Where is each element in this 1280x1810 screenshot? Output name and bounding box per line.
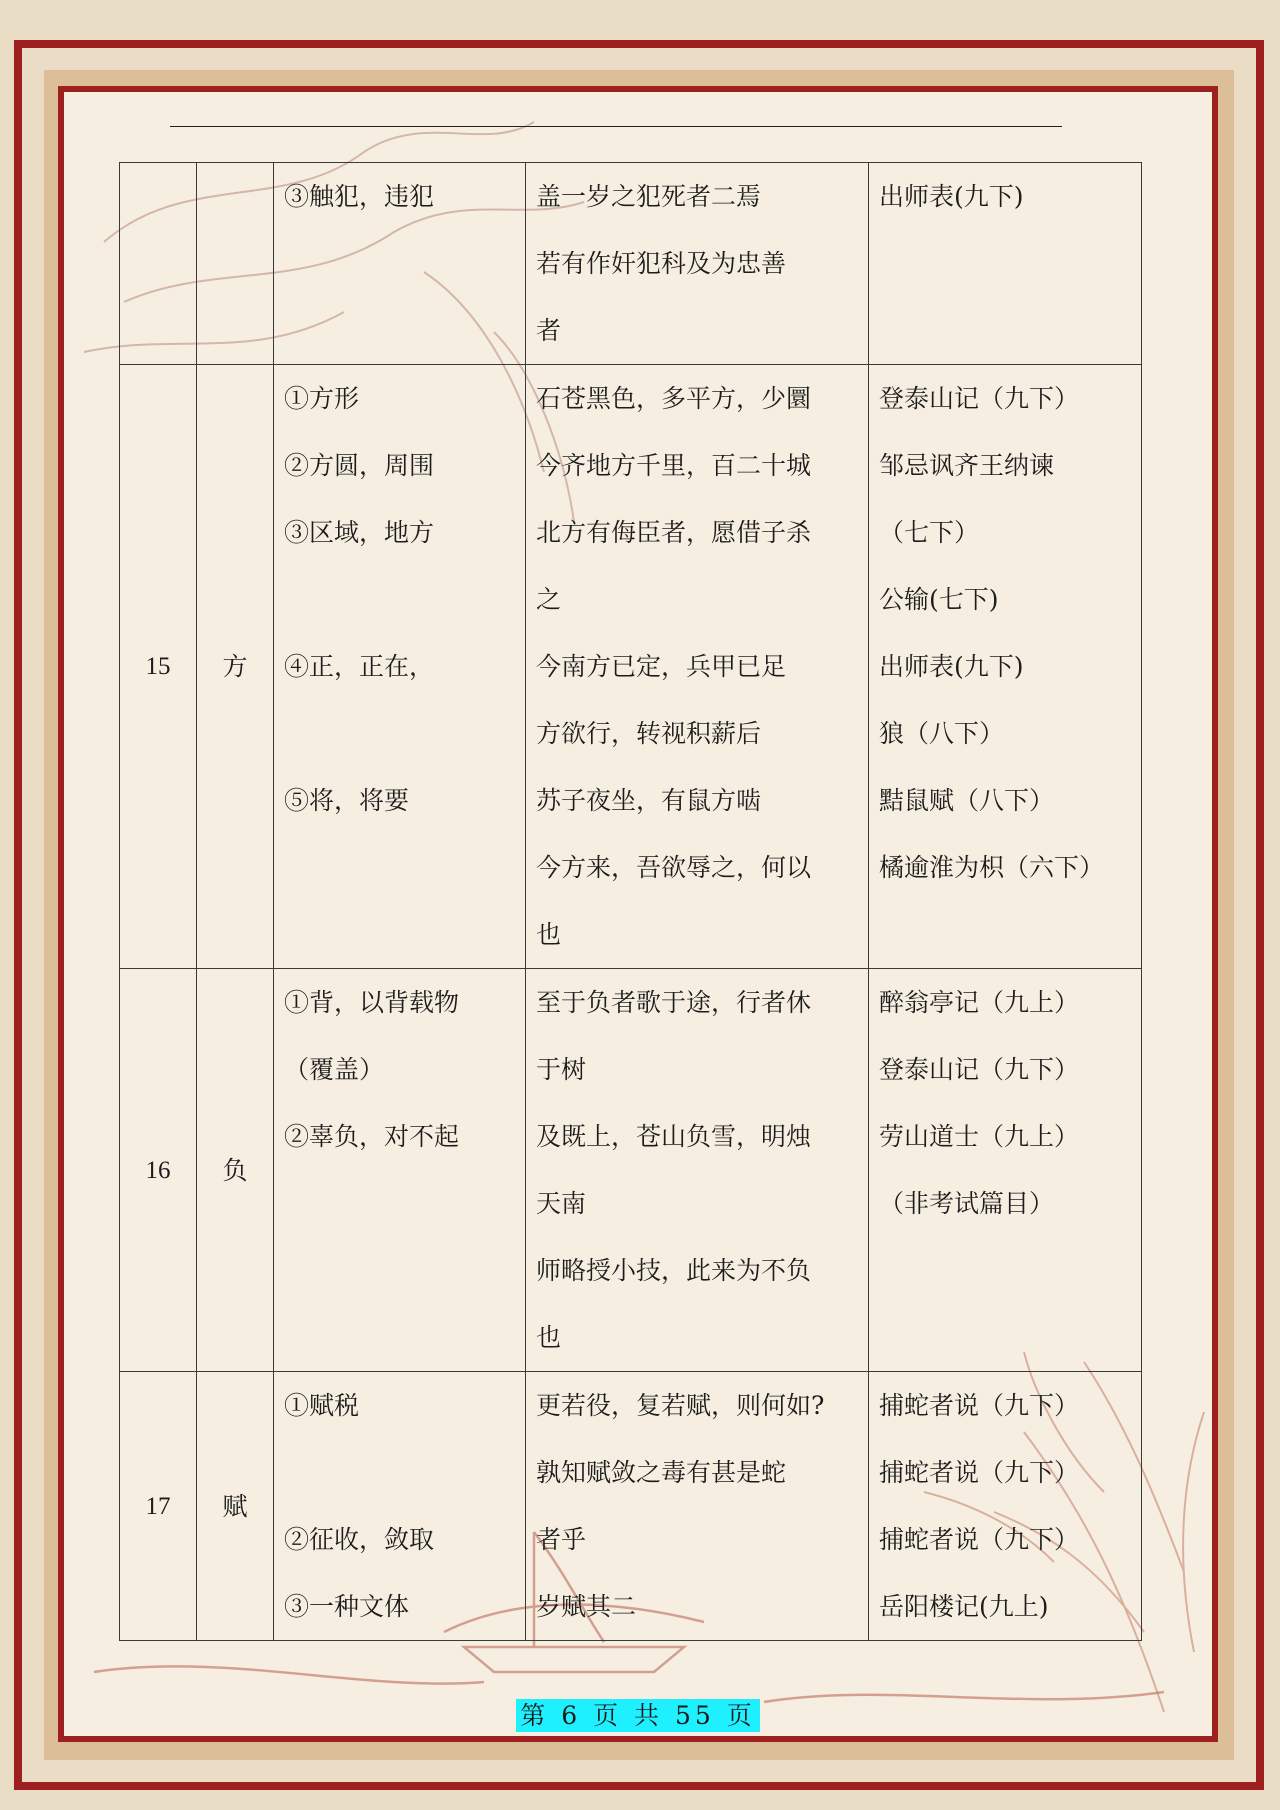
source-line: 登泰山记（九下）: [879, 1055, 1080, 1084]
meaning-cell: [274, 365, 526, 969]
example-line: 若有作奸犯科及为忠善: [536, 249, 787, 278]
example-line: 苏子夜坐，有鼠方啮: [536, 786, 762, 815]
row-character: 负: [197, 969, 274, 1372]
meaning-line: [284, 230, 519, 297]
source-line: 劳山道士（九上）: [879, 1122, 1080, 1151]
source-line: 捕蛇者说（九下）: [879, 1458, 1080, 1487]
meaning-line: ①背，以背载物: [284, 988, 460, 1017]
source-cell: [869, 365, 1142, 969]
example-line: 于树: [536, 1055, 587, 1084]
source-line: [879, 1237, 1135, 1304]
meaning-line: ③一种文体: [284, 1592, 410, 1621]
source-line: 捕蛇者说（九下）: [879, 1525, 1080, 1554]
example-line: 岁赋其二: [536, 1592, 637, 1621]
example-cell: [526, 1372, 869, 1641]
source-line: [879, 230, 1135, 297]
source-cell: [869, 1372, 1142, 1641]
meaning-line: ②辜负，对不起: [284, 1122, 460, 1151]
meaning-cell: [274, 163, 526, 365]
row-number: 17: [120, 1372, 197, 1641]
example-line: 天南: [536, 1189, 587, 1218]
meaning-line: [284, 1304, 519, 1371]
table-row: [120, 163, 1142, 365]
source-line: 出师表(九下): [879, 652, 1024, 681]
source-line: 黠鼠赋（八下）: [879, 786, 1055, 815]
meaning-line: [284, 834, 519, 901]
meaning-line: ①赋税: [284, 1391, 360, 1420]
example-line: 者乎: [536, 1525, 587, 1554]
meaning-line: [284, 297, 519, 364]
meaning-line: [284, 700, 519, 767]
row-character: [197, 163, 274, 365]
outer-frame: [14, 40, 1264, 1790]
example-line: 更若役，复若赋，则何如?: [536, 1391, 825, 1420]
example-line: 盖一岁之犯死者二焉: [536, 182, 762, 211]
row-number: [120, 163, 197, 365]
table-row: [120, 969, 1142, 1372]
source-line: 岳阳楼记(九上): [879, 1592, 1049, 1621]
meaning-line: ②方圆，周围: [284, 451, 435, 480]
example-line: 石苍黑色，多平方，少圜: [536, 384, 812, 413]
example-line: 北方有侮臣者，愿借子杀: [536, 518, 812, 547]
meaning-cell: [274, 969, 526, 1372]
source-line: 橘逾淮为枳（六下）: [879, 853, 1105, 882]
meaning-line: （覆盖）: [284, 1055, 385, 1084]
row-character: 赋: [197, 1372, 274, 1641]
source-line: 邹忌讽齐王纳谏: [879, 451, 1055, 480]
meaning-line: [284, 1170, 519, 1237]
header-rule: [170, 126, 1062, 127]
meaning-line: ④正，正在，: [284, 652, 435, 681]
source-line: 狼（八下）: [879, 719, 1005, 748]
page-footer: [64, 1696, 1212, 1732]
source-line: 醉翁亭记（九上）: [879, 988, 1080, 1017]
source-line: 公输(七下): [879, 585, 999, 614]
meaning-line: [284, 1237, 519, 1304]
example-line: 之: [536, 585, 562, 614]
meaning-line: ③区域，地方: [284, 518, 435, 547]
source-line: 捕蛇者说（九下）: [879, 1391, 1080, 1420]
example-line: 也: [536, 1323, 562, 1352]
table-row: [120, 1372, 1142, 1641]
source-line: [879, 297, 1135, 364]
page-number: 第 6 页 共 55 页: [516, 1699, 759, 1732]
source-cell: [869, 969, 1142, 1372]
source-line: [879, 1304, 1135, 1371]
table-row: [120, 365, 1142, 969]
example-cell: [526, 969, 869, 1372]
row-number: 15: [120, 365, 197, 969]
source-line: 登泰山记（九下）: [879, 384, 1080, 413]
source-line: [879, 901, 1135, 968]
example-line: 及既上，苍山负雪，明烛: [536, 1122, 812, 1151]
example-line: 今方来，吾欲辱之，何以: [536, 853, 812, 882]
example-line: 今南方已定，兵甲已足: [536, 652, 787, 681]
page-paper: [58, 86, 1218, 1742]
meaning-line: ⑤将，将要: [284, 786, 410, 815]
example-cell: [526, 365, 869, 969]
meaning-line: ①方形: [284, 384, 360, 413]
example-line: 方欲行，转视积薪后: [536, 719, 762, 748]
meaning-line: [284, 566, 519, 633]
example-line: 师略授小技，此来为不负: [536, 1256, 812, 1285]
meaning-line: [284, 901, 519, 968]
source-line: （七下）: [879, 518, 980, 547]
source-cell: [869, 163, 1142, 365]
example-line: 孰知赋敛之毒有甚是蛇: [536, 1458, 787, 1487]
meaning-line: ③触犯，违犯: [284, 182, 435, 211]
example-cell: [526, 163, 869, 365]
example-line: 至于负者歌于途，行者休: [536, 988, 812, 1017]
source-line: （非考试篇目）: [879, 1189, 1055, 1218]
source-line: 出师表(九下): [879, 182, 1024, 211]
row-character: 方: [197, 365, 274, 969]
row-number: 16: [120, 969, 197, 1372]
example-line: 今齐地方千里，百二十城: [536, 451, 812, 480]
example-line: 也: [536, 920, 562, 949]
example-line: 者: [536, 316, 562, 345]
meaning-line: ②征收，敛取: [284, 1525, 435, 1554]
meaning-line: [284, 1439, 519, 1506]
meaning-cell: [274, 1372, 526, 1641]
vocabulary-table: [119, 162, 1142, 1641]
